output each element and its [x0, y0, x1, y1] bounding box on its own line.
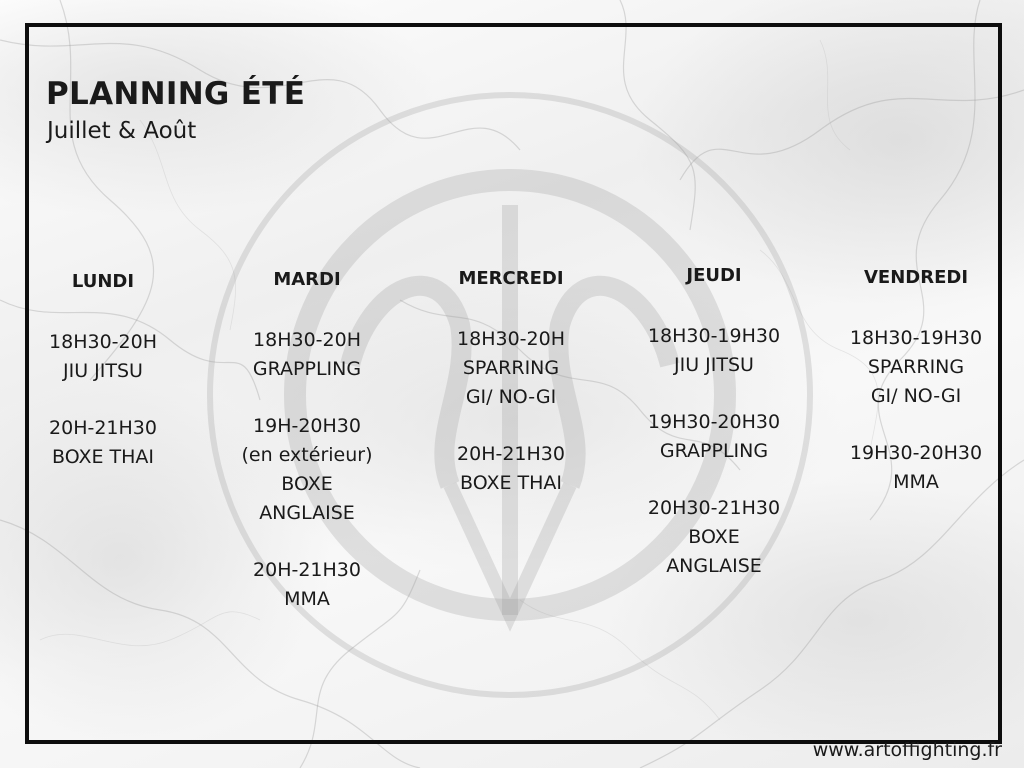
- session-class: BOXE: [281, 473, 333, 495]
- session-time: 20H30-21H30: [647, 497, 781, 519]
- day-column-vendredi: [826, 266, 1006, 525]
- session-class: ANGLAISE: [259, 502, 355, 524]
- day-name: MARDI: [273, 269, 341, 290]
- day-column-mardi: [217, 268, 397, 642]
- session-class: JIU JITSU: [63, 360, 143, 382]
- session: [826, 324, 1006, 411]
- session-class: SPARRING: [462, 357, 560, 379]
- page-subtitle: Juillet & Août: [47, 118, 197, 144]
- day-name: VENDREDI: [863, 267, 969, 288]
- session-class: BOXE THAI: [52, 446, 154, 468]
- session-class: GI/ NO-GI: [465, 386, 557, 408]
- day-column-lundi: [13, 270, 193, 500]
- day-name: MERCREDI: [458, 268, 564, 289]
- session-time: 19H30-20H30: [849, 442, 983, 464]
- session: [421, 440, 601, 498]
- day-column-jeudi: [624, 264, 804, 609]
- session: [624, 494, 804, 581]
- session: [13, 414, 193, 472]
- session-class: MMA: [284, 588, 330, 610]
- session: [624, 408, 804, 466]
- session-time: 18H30-20H: [457, 328, 565, 350]
- day-column-mercredi: [421, 267, 601, 526]
- session: [217, 326, 397, 384]
- session-class: GI/ NO-GI: [870, 385, 962, 407]
- session-note: (en extérieur): [241, 444, 373, 466]
- website-url: www.artoffighting.fr: [812, 739, 1002, 761]
- session-time: 20H-21H30: [49, 417, 157, 439]
- session-class: BOXE THAI: [460, 472, 562, 494]
- session-time: 18H30-20H: [253, 329, 361, 351]
- session-class: ANGLAISE: [666, 555, 762, 577]
- session-time: 19H-20H30: [253, 415, 361, 437]
- session-time: 18H30-19H30: [647, 325, 781, 347]
- session: [826, 439, 1006, 497]
- session-class: SPARRING: [867, 356, 965, 378]
- session-class: MMA: [893, 471, 939, 493]
- session-time: 20H-21H30: [253, 559, 361, 581]
- session-class: GRAPPLING: [659, 440, 769, 462]
- session-class: BOXE: [688, 526, 740, 548]
- day-name: LUNDI: [71, 271, 135, 292]
- session-time: 18H30-20H: [49, 331, 157, 353]
- session-time: 20H-21H30: [457, 443, 565, 465]
- session-time: 18H30-19H30: [849, 327, 983, 349]
- page-title: PLANNING ÉTÉ: [46, 76, 306, 112]
- session-class: JIU JITSU: [674, 354, 754, 376]
- day-name: JEUDI: [686, 265, 742, 286]
- session-time: 19H30-20H30: [647, 411, 781, 433]
- session-class: GRAPPLING: [252, 358, 362, 380]
- session: [13, 328, 193, 386]
- session: [217, 556, 397, 614]
- session: [421, 325, 601, 412]
- session: [217, 412, 397, 528]
- session: [624, 322, 804, 380]
